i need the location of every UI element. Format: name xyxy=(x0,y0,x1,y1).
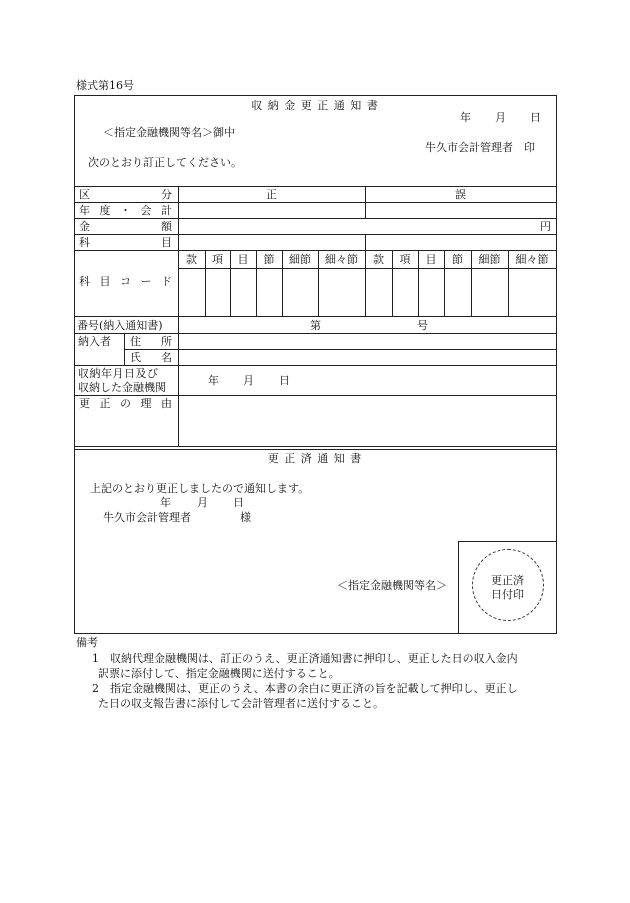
kingaku-yen: 円 xyxy=(540,220,551,233)
stamp-box-left xyxy=(458,541,459,633)
bango-go: 号 xyxy=(417,319,428,332)
notice-issuer: 牛久市会計管理者 印 xyxy=(425,141,535,154)
row-label-jusho: 住 所 xyxy=(130,335,172,348)
row-label-kamoku: 科 目 xyxy=(79,236,172,249)
code-header-ko: 項 xyxy=(399,253,411,266)
form-number: 様式第16号 xyxy=(76,79,134,92)
shuno-month: 月 xyxy=(243,374,254,387)
table-line xyxy=(74,186,557,187)
row-label-shuno-2: 収納した金融機関 xyxy=(78,381,166,394)
remark-1-line-2: 訳票に添付して、指定金融機関に送付すること。 xyxy=(98,667,340,680)
row-label-shimei: 氏 名 xyxy=(130,351,172,364)
remark-2-line-1: 指定金融機関は、更正のうえ、本書の余白に更正済の旨を記載して押印し、更正し xyxy=(110,682,518,695)
table-line-double xyxy=(74,449,557,450)
completion-date-year: 年 xyxy=(160,496,171,509)
code-header-saisaisetsu: 細々節 xyxy=(515,253,549,266)
completion-title: 更 正 済 通 知 書 xyxy=(267,452,363,465)
shuno-year: 年 xyxy=(208,374,219,387)
notice-date-month: 月 xyxy=(495,111,506,124)
row-label-bango: 番号(納入通知書) xyxy=(77,319,163,332)
remark-2-line-2: た日の収支報告書に添付して会計管理者に送付すること。 xyxy=(98,697,384,710)
notice-title: 収 納 金 更 正 通 知 書 xyxy=(251,99,379,112)
col-header-go: 誤 xyxy=(455,188,466,201)
row-label-kingaku: 金 額 xyxy=(79,220,172,233)
completion-institution: ＜指定金融機関等名＞ xyxy=(337,579,447,592)
table-line xyxy=(74,202,557,203)
row-label-kamoku-code: 科 目 コ ー ド xyxy=(79,275,172,288)
code-header-moku: 目 xyxy=(237,253,249,266)
row-label-kubun: 区 分 xyxy=(79,188,172,201)
code-header-kan: 款 xyxy=(186,253,197,266)
code-header-moku: 目 xyxy=(425,253,437,266)
row-label-nendo: 年 度 ・ 会 計 xyxy=(79,204,172,217)
completion-message: 上記のとおり更正しましたので通知します。 xyxy=(90,482,310,495)
notice-addressee: ＜指定金融機関等名＞御中 xyxy=(103,126,235,139)
col-header-sei: 正 xyxy=(266,188,277,201)
stamp-text-2: 日付印 xyxy=(491,588,524,601)
table-line xyxy=(74,395,557,396)
completion-date-day: 日 xyxy=(233,496,244,509)
remark-1-line-1: 収納代理金融機関は、訂正のうえ、更正済通知書に押印し、更正した日の収入金内 xyxy=(110,652,518,665)
table-line xyxy=(74,218,557,219)
table-line xyxy=(74,234,557,235)
frame-top xyxy=(74,95,557,96)
nonyusha-divider xyxy=(124,333,125,365)
table-line xyxy=(124,349,557,350)
table-line xyxy=(74,365,557,366)
table-line xyxy=(74,316,557,317)
code-header-saisetsu: 細節 xyxy=(289,253,311,266)
sei-go-divider xyxy=(365,202,366,218)
bango-dai: 第 xyxy=(310,319,321,332)
notice-date-day: 日 xyxy=(530,111,541,124)
label-column-divider xyxy=(178,186,179,446)
code-header-line xyxy=(178,268,557,269)
remark-2-number: 2 xyxy=(92,682,99,695)
stamp-box-top xyxy=(458,541,557,542)
row-label-shuno-1: 収納年月日及び xyxy=(78,367,159,380)
completion-date-month: 月 xyxy=(197,496,208,509)
row-label-riyu: 更 正 の 理 由 xyxy=(79,397,172,410)
completion-addressee: 牛久市会計管理者 xyxy=(103,511,191,524)
frame-bottom xyxy=(74,633,557,634)
row-label-nonyusha: 納入者 xyxy=(78,335,111,348)
completion-sama: 様 xyxy=(240,511,251,524)
stamp-text-1: 更正済 xyxy=(491,574,524,587)
table-line xyxy=(74,333,557,334)
sei-go-divider xyxy=(365,234,366,250)
notice-instruction: 次のとおり訂正してください。 xyxy=(88,156,242,169)
code-header-kan: 款 xyxy=(373,253,384,266)
remarks-heading: 備考 xyxy=(76,636,98,649)
code-header-ko: 項 xyxy=(212,253,223,266)
code-header-saisaisetsu: 細々節 xyxy=(325,253,358,266)
table-line xyxy=(74,446,557,447)
shuno-day: 日 xyxy=(279,374,290,387)
remark-1-number: 1 xyxy=(92,652,99,665)
code-header-setsu: 節 xyxy=(452,253,463,266)
table-line xyxy=(74,250,557,251)
notice-date-year: 年 xyxy=(460,111,471,124)
code-header-saisetsu: 細節 xyxy=(478,253,501,266)
code-header-setsu: 節 xyxy=(263,253,275,266)
